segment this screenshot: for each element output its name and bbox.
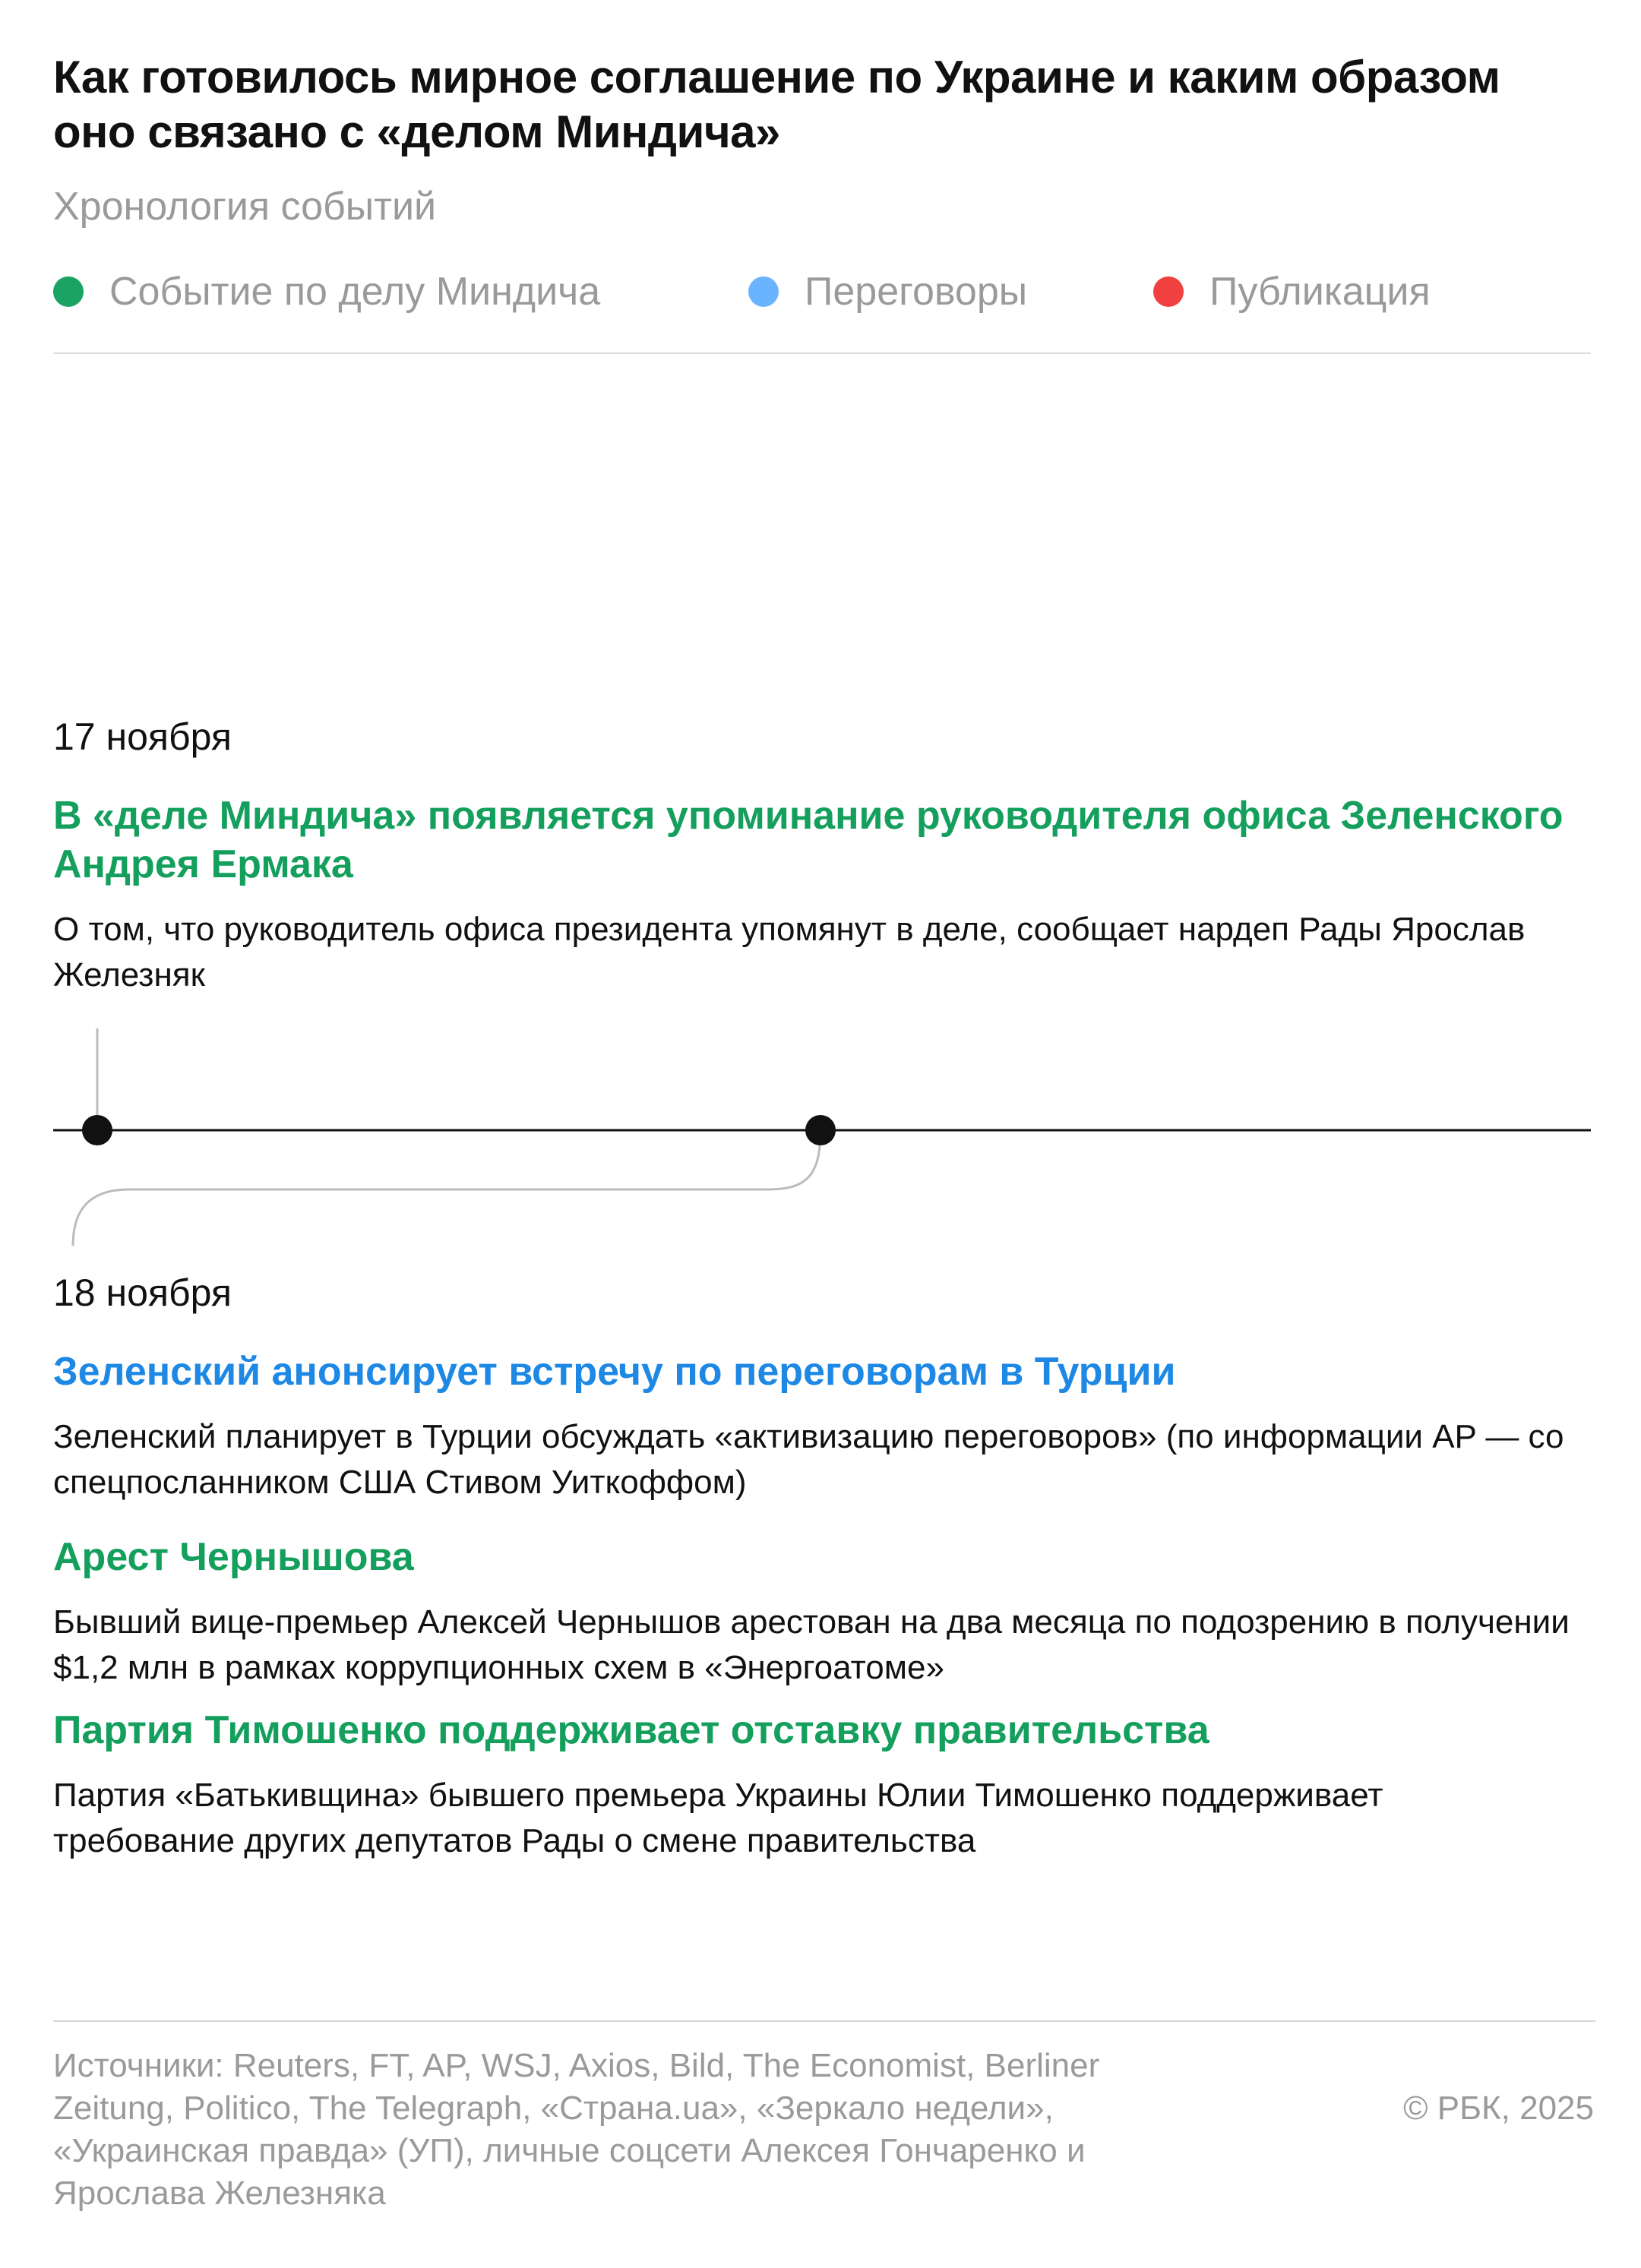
legend-label: Публикация	[1209, 270, 1431, 314]
event-title-chernyshov: Арест Чернышова	[53, 1535, 414, 1579]
sources-text: Источники: Reuters, FT, AP, WSJ, Axios, Bild, The Economist, Berliner Zeitung, Politico, The Telegraph, «Страна.ua», «Зеркало недели», «Украинская правда» (УП), личные соцсети Алексея Гончаренко и Ярослава Железняка	[53, 2047, 1100, 2212]
legend-dot-green-icon	[53, 276, 84, 307]
event-text-chernyshov: Бывший вице-премьер Алексей Чернышов арестован на два месяца по подозрению в получении $1,2 млн в рамках коррупционных схем в «Энергоатоме»	[53, 1603, 1570, 1686]
timeline-node-nov18	[805, 1115, 836, 1145]
page-title: Как готовилось мирное соглашение по Украине и каким образом оно связано с «делом Миндича»	[53, 52, 1500, 157]
legend-label: Переговоры	[805, 270, 1028, 314]
legend-item-mindich	[53, 267, 600, 316]
legend-dot-red-icon	[1153, 276, 1184, 307]
legend-label: Событие по делу Миндича	[109, 270, 601, 314]
legend-item-publication	[1153, 267, 1431, 316]
event-text-ermak: О том, что руководитель офиса президента упомянут в деле, сообщает нардеп Рады Ярослав Железняк	[53, 911, 1526, 993]
legend-item-negotiations	[748, 267, 1027, 316]
timeline-connector-nov18	[73, 1130, 820, 1246]
footer-divider	[53, 2020, 1595, 2022]
legend-dot-blue-icon	[748, 276, 779, 307]
event-text-timoshenko: Партия «Батькивщина» бывшего премьера Украины Юлии Тимошенко поддерживает требование других депутатов Рады о смене правительства	[53, 1777, 1383, 1859]
timeline-node-nov17	[82, 1115, 112, 1145]
header-divider	[53, 352, 1591, 354]
event-title-ermak: В «деле Миндича» появляется упоминание руководителя офиса Зеленского Андрея Ермака	[53, 794, 1564, 886]
event-text-turkey: Зеленский планирует в Турции обсуждать «активизацию переговоров» (по информации AP — со спецпосланником США Стивом Уиткоффом)	[53, 1418, 1564, 1501]
event-date-nov18: 18 ноября	[53, 1271, 232, 1314]
legend	[0, 267, 1641, 316]
copyright-text: © РБК, 2025	[1403, 2090, 1594, 2127]
event-date-nov17: 17 ноября	[53, 715, 232, 758]
event-title-timoshenko: Партия Тимошенко поддерживает отставку правительства	[53, 1708, 1209, 1752]
event-title-turkey: Зеленский анонсирует встречу по переговорам в Турции	[53, 1350, 1176, 1394]
timeline	[0, 1018, 1641, 1261]
page-subtitle: Хронология событий	[53, 185, 437, 229]
